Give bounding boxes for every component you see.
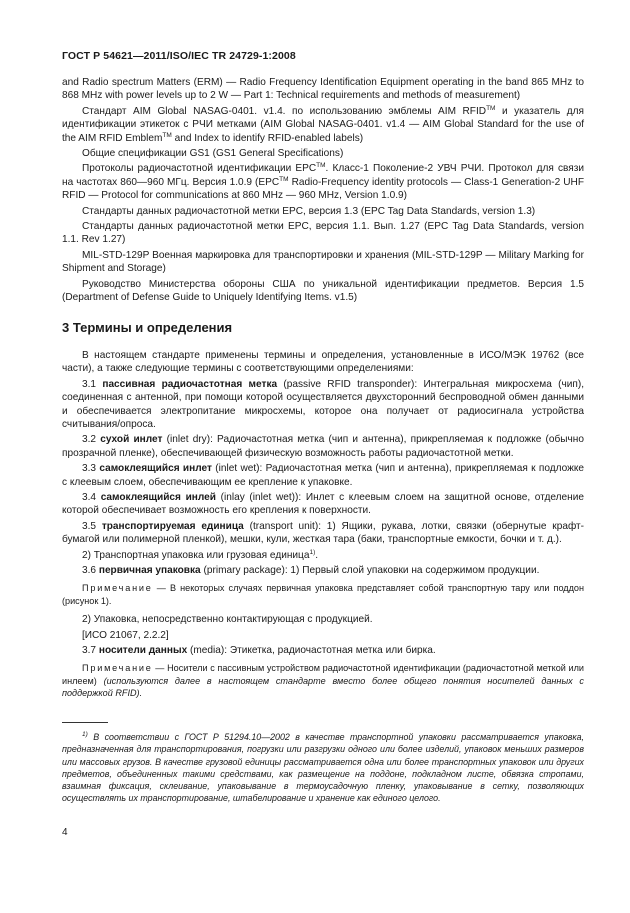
term-3-6: 3.6 первичная упаковка (primary package): 1) Первый слой упаковки на содержимом продукции. bbox=[82, 565, 540, 576]
note-3-6: Примечание — В некоторых случаях первичная упаковка представляет собой транспортную тару или поддон (рисунок 1). bbox=[62, 583, 584, 606]
term-3-7: 3.7 носители данных (media): Этикетка, радиочастотная метка или бирка. bbox=[82, 645, 436, 657]
reference-epc-tds-11: Стандарты данных радиочастотной метки EPC, версия 1.1. Вып. 1.27 (EPC Tag Data Standards, version 1.1. Rev 1.27) bbox=[62, 221, 584, 246]
footnote-marker: 1) bbox=[82, 731, 88, 738]
term-3-6-reference: [ИСО 21067, 2.2.2] bbox=[82, 629, 169, 641]
document-header: ГОСТ Р 54621—2011/ISO/IEC TR 24729-1:2008 bbox=[62, 50, 296, 62]
document-body bbox=[62, 76, 584, 706]
reference-aim-nasag: Стандарт AIM Global NASAG-0401. v1.4. по использованию эмблемы AIM RFID™ и указатель для идентификации этикеток с РЧИ метками (AIM Global NASAG-0401. v1.4 — AIM Global Standard for the use of the AIM RFID Emblem™ and Index to identify RFID-enabled labels) bbox=[62, 104, 584, 144]
term-3-5-item-2: 2) Транспортная упаковка или грузовая единица$^{1)}$. bbox=[82, 548, 319, 561]
term-3-1: 3.1 пассивная радиочастотная метка (passive RFID transponder): Интегральная микросхема (чип), соединенная с антенной, при помощи которой осуществляется двухсторонний беспроводной обмен данными и обеспечивается электропитание микросхемы, которое она получает от радиосигнала устройства считывания/опроса. bbox=[62, 378, 584, 430]
footnote-ref: 1) bbox=[309, 548, 316, 556]
term-3-6-item-2: 2) Упаковка, непосредственно контактирующая с продукцией. bbox=[82, 614, 373, 626]
footnote: $^{1)}$ В соответствии с ГОСТ Р 51294.10—2002 в качестве транспортной упаковки рассматривается упаковка, предназначенная для транспортирования, погрузки или разгрузки одного или более изделий, упаковок меньших размеров или массовых грузов. В качестве грузовой единицы рассматривается одна или более транспортных упаковок или других предметов, объединенных такими средствами, как размещение на поддоне, подкладном листе, обвязка стропами, взаимная фиксация, склеивание, упаковывание в термоусадочную пленку, упаковывание в сетку, позволяющих осуществлять их транспортирование, штабелирование и хранение как единого целого. bbox=[62, 731, 584, 804]
reference-epc-protocols: Протоколы радиочастотной идентификации EPC™. Класс-1 Поколение-2 УВЧ РЧИ. Протокол для связи на частотах 860—960 МГц. Версия 1.0.9 (EPC™ Radio-Frequency identity protocols — Class-1 Generation-2 UHF RFID — Protocol for communications at 860 MHz — 960 MHz, Version 1.0.9) bbox=[62, 162, 584, 202]
reference-gs1: Общие спецификации GS1 (GS1 General Specifications) bbox=[82, 148, 344, 160]
reference-dod-guide: Руководство Министерства обороны США по уникальной идентификации предметов. Версия 1.5 (Department of Defense Guide to Uniquely Identifying Items. v1.5) bbox=[62, 278, 584, 304]
page-number: 4 bbox=[62, 827, 68, 838]
section-intro: В настоящем стандарте применены термины и определения, установленные в ИСО/МЭК 19762 (все части), а также следующие термины с соответствующими определениями: bbox=[62, 349, 584, 375]
term-3-3: 3.3 самоклеящийся инлет (inlet wet): Радиочастотная метка (чип и антенна), прикрепляемая к подложке с клеевым слоем, обеспечивающим ее крепление к упаковке. bbox=[62, 463, 585, 488]
footnote-divider bbox=[62, 722, 108, 723]
reference-epc-tds-13: Стандарты данных радиочастотной метки EPC, версия 1.3 (EPC Tag Data Standards, version 1.3) bbox=[82, 205, 536, 217]
term-3-4: 3.4 самоклеящийся инлей (inlay (inlet wet)): Инлет с клеевым слоем на защитной основе, отделение которой обеспечивает возможность его крепления к поверхности. bbox=[62, 491, 584, 517]
term-3-2: 3.2 сухой инлет (inlet dry): Радиочастотная метка (чип и антенна), прикрепляемая к подложке (обычно прозрачной пленке), обеспечивающей физическую возможность работы радиочастотной метки. bbox=[62, 434, 584, 459]
reference-mil-std: MIL-STD-129P Военная маркировка для транспортировки и хранения (MIL-STD-129P — Military Marking for Shipment and Storage) bbox=[62, 249, 584, 275]
section-heading: 3 Термины и определения bbox=[62, 319, 233, 335]
reference-etsi-continued: and Radio spectrum Matters (ERM) — Radio Frequency Identification Equipment operating in the band 865 MHz to 868 MHz with power levels up to 2 W — Part 1: Technical requirements and methods of measurement) bbox=[62, 77, 584, 102]
term-3-5: 3.5 транспортируемая единица (transport unit): 1) Ящики, рукава, лотки, связки (обернутые крафт-бумагой или полимерной пленкой), мешки, кули, жесткая тара (баки, транспортные емкости, бочки и т. д.). bbox=[62, 520, 585, 546]
note-3-7: Примечание — Носители с пассивным устройством радиочастотной идентификации (радиочастотной меткой или инлеем) (используются далее в настоящем стандарте вместо более общего понятия носителей данных с поддержкой RFID). bbox=[62, 663, 584, 699]
